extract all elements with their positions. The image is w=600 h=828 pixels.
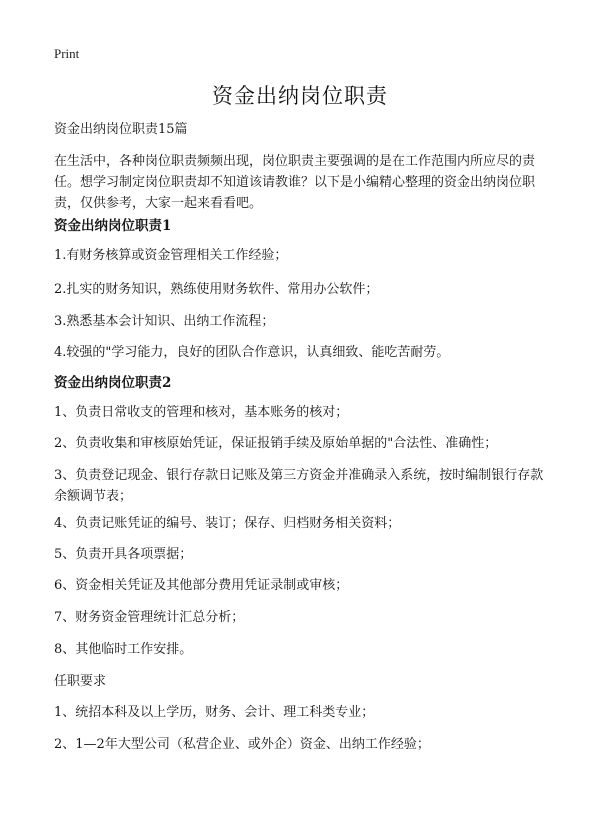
page-title: 资金出纳岗位职责 [212, 84, 388, 108]
list-item: 5、负责开具各项票据； [54, 547, 193, 562]
list-item: 7、财务资金管理统计汇总分析； [54, 610, 245, 625]
list-item: 4.较强的"学习能力，良好的团队合作意识，认真细致、能吃苦耐劳。 [54, 345, 450, 360]
intro-paragraph: 在生活中，各种岗位职责频频出现，岗位职责主要强调的是在工作范围内所应尽的责任。想学习制定岗位职责却不知道该请教谁？以下是小编精心整理的资金出纳岗位职责，仅供参考，大家一起来看看吧。 [54, 154, 536, 211]
list-item: 3、负责登记现金、银行存款日记账及第三方资金并准确录入系统，按时编制银行存款余额调节表； [54, 468, 544, 504]
section-heading-2: 资金出纳岗位职责2 [54, 375, 172, 391]
section-heading-1: 资金出纳岗位职责1 [54, 218, 172, 234]
list-item: 1、统招本科及以上学历，财务、会计、理工科类专业； [54, 705, 375, 720]
list-item: 3.熟悉基本会计知识、出纳工作流程； [54, 314, 275, 329]
requirements-heading: 任职要求 [54, 674, 107, 689]
list-item: 2.扎实的财务知识，熟练使用财务软件、常用办公软件； [54, 282, 379, 297]
print-label: Print [54, 46, 80, 61]
list-item: 8、其他临时工作安排。 [54, 642, 193, 657]
list-item: 2、1—2年大型公司（私营企业、或外企）资金、出纳工作经验； [54, 737, 430, 752]
list-item: 1、负责日常收支的管理和核对，基本账务的核对； [54, 405, 349, 420]
list-item: 1.有财务核算或资金管理相关工作经验； [54, 248, 288, 263]
list-item: 6、资金相关凭证及其他部分费用凭证录制或审核； [54, 578, 349, 593]
list-item: 4、负责记账凭证的编号、装订；保存、归档财务相关资料； [54, 516, 401, 531]
list-item: 2、负责收集和审核原始凭证，保证报销手续及原始单据的"合法性、准确性； [54, 436, 498, 451]
document-subtitle: 资金出纳岗位职责15篇 [54, 122, 188, 137]
